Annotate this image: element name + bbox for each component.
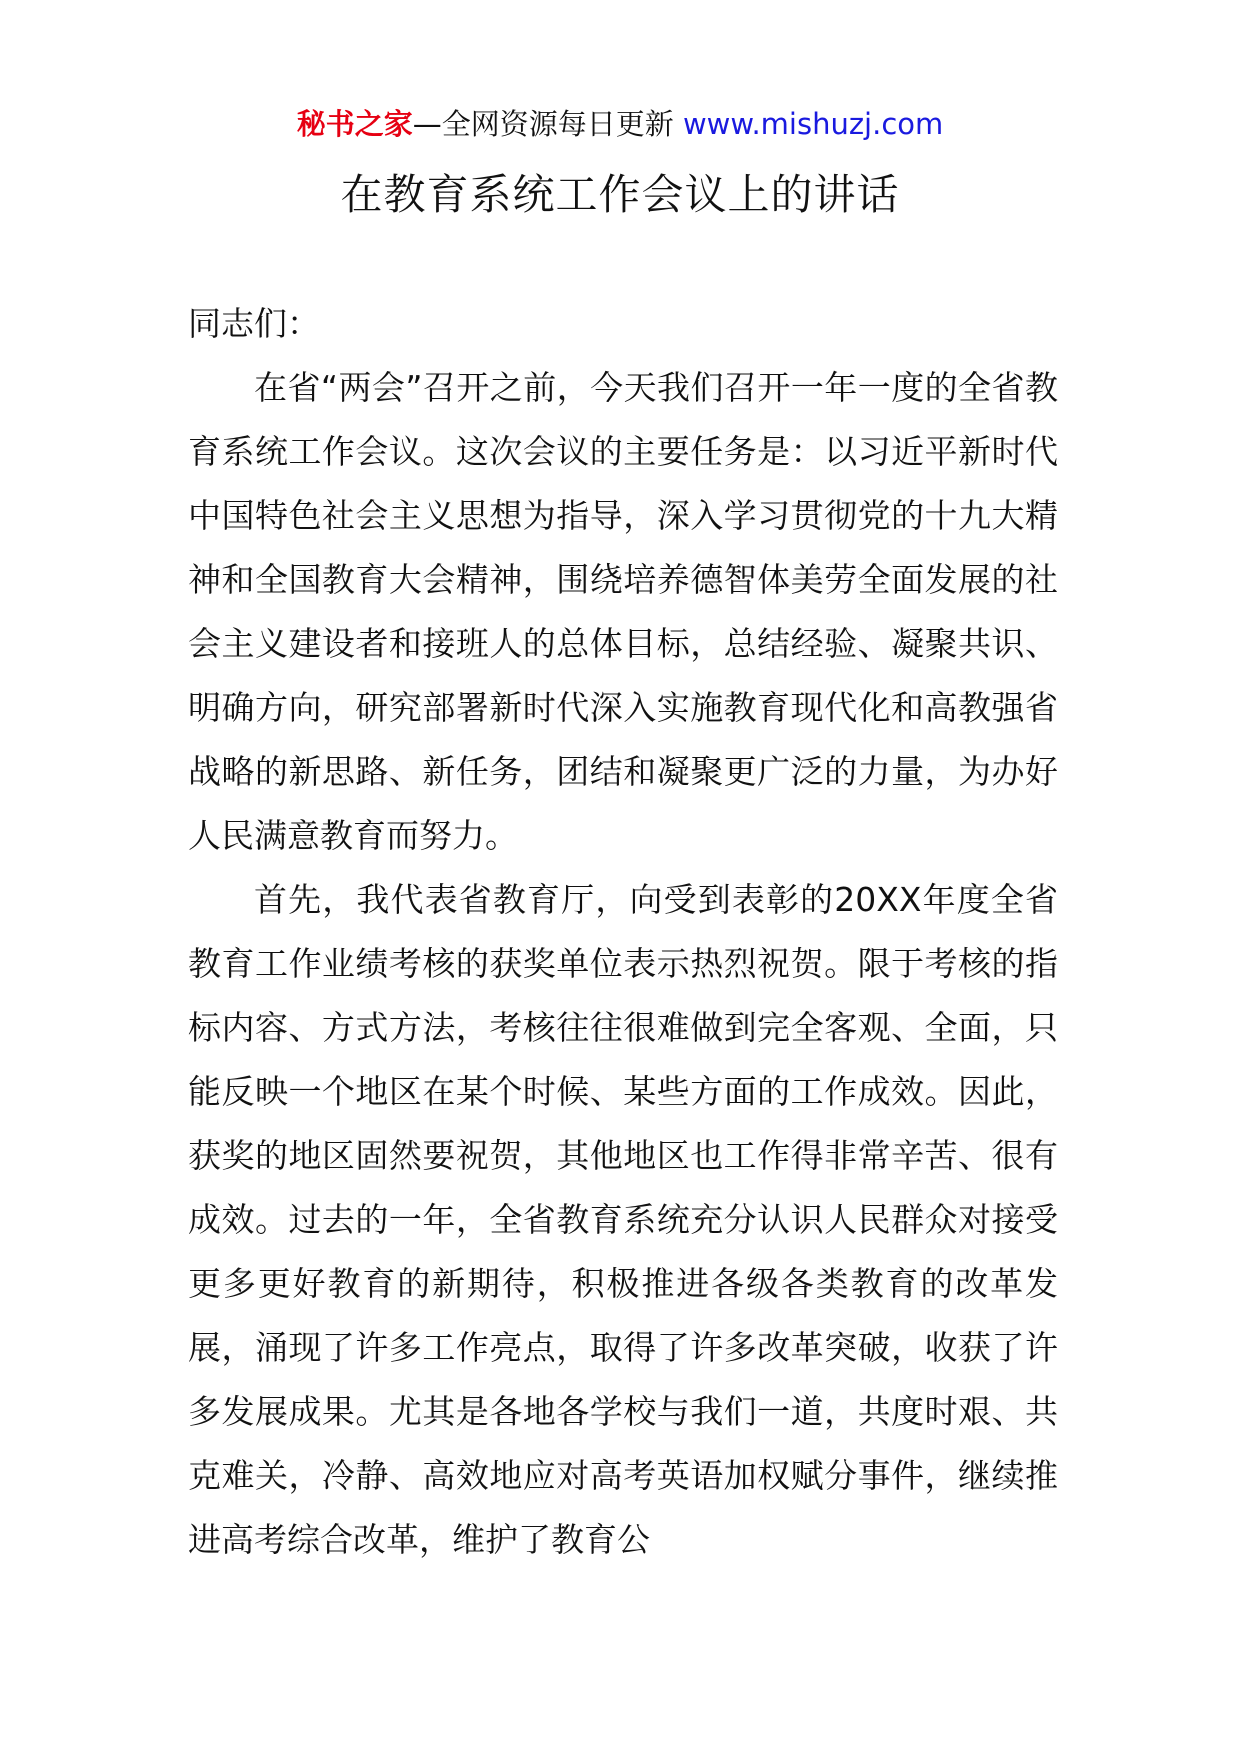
salutation: 同志们： bbox=[188, 304, 320, 343]
paragraph-1: 在省“两会”召开之前，今天我们召开一年一度的全省教育系统工作会议。这次会议的主要任务是：以习近平新时代中国特色社会主义思想为指导，深入学习贯彻党的十九大精神和全国教育大会精神，围绕培养德智体美劳全面发展的社会主义建设者和接班人的总体目标，总结经验、凝聚共识、明确方向，研究部署新时代深入实施教育现代化和高教强省战略的新思路、新任务，团结和凝聚更广泛的力量，为办好人民满意教育而努力。 bbox=[188, 368, 1058, 855]
site-url-link[interactable]: www.mishuzj.com bbox=[682, 107, 944, 141]
document-title: 在教育系统工作会议上的讲话 bbox=[340, 170, 900, 219]
site-header bbox=[0, 104, 1240, 144]
header-tagline: —全网资源每日更新 bbox=[412, 107, 674, 141]
paragraph-2: 首先，我代表省教育厅，向受到表彰的20XX年度全省教育工作业绩考核的获奖单位表示热烈祝贺。限于考核的指标内容、方式方法，考核往往很难做到完全客观、全面，只能反映一个地区在某个时候、某些方面的工作成效。因此，获奖的地区固然要祝贺，其他地区也工作得非常辛苦、很有成效。过去的一年，全省教育系统充分认识人民群众对接受更多更好教育的新期待，积极推进各级各类教育的改革发展，涌现了许多工作亮点，取得了许多改革突破，收获了许多发展成果。尤其是各地各学校与我们一道，共度时艰、共克难关，冷静、高效地应对高考英语加权赋分事件，继续推进高考综合改革，维护了教育公 bbox=[188, 880, 1058, 1559]
document-body bbox=[188, 292, 1058, 1572]
brand-name: 秘书之家 bbox=[296, 107, 413, 141]
